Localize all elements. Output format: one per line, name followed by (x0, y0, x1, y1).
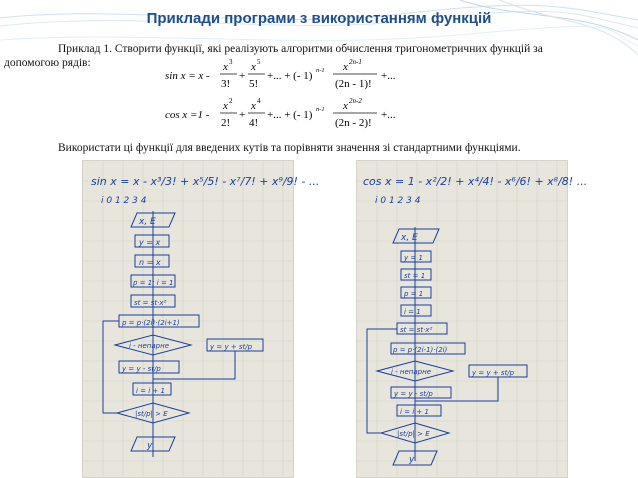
cos-block-condition: i - непарне (391, 368, 431, 376)
cos-t1-den: 2! (221, 117, 231, 129)
sin-block-loop: |st/p| > E (135, 410, 168, 418)
cos-tail: +... (381, 109, 396, 121)
sin-formula (165, 58, 396, 90)
cos-t1-exp: 2 (229, 97, 233, 105)
cos-block-p: p = p·(2i-1)·(2i) (393, 346, 448, 354)
cos-block-add: y = y + st/p (472, 369, 515, 377)
sin-lhs: sin x = x - (165, 70, 210, 82)
example-text-line1: Приклад 1. Створити функції, які реалізують алгоритми обчислення тригонометричних функцій за (58, 43, 543, 55)
sin-block-p-init: p = 1; i = 1 (133, 279, 174, 287)
cos-t2-den: 4! (249, 117, 259, 129)
cos-indices: i 0 1 2 3 4 (375, 196, 421, 206)
sin-series-handwritten: sin x = x - x³/3! + x⁵/5! - x⁷/7! + x⁹/9! - ... (91, 175, 320, 188)
sin-indices: i 0 1 2 3 4 (101, 196, 147, 206)
sin-flowchart-photo (82, 160, 320, 478)
cos-flowchart-photo (356, 160, 588, 478)
sin-t1-num: x (223, 61, 228, 73)
sin-block-output: y (147, 441, 153, 451)
sin-tn-exp: 2n-1 (349, 58, 362, 66)
cos-block-i-init: i = 1 (404, 308, 421, 316)
sin-block-inc: i = i + 1 (136, 387, 165, 395)
sin-mid: +... + (- 1) (267, 70, 313, 82)
sin-tail: +... (381, 70, 396, 82)
sin-tn-num: x (343, 61, 348, 73)
example-text-line2: допомогою рядів: (4, 57, 91, 69)
sin-block-p: p = p·(2i)·(2i+1) (122, 319, 180, 327)
cos-block-sub: y = y - st/p (394, 390, 433, 398)
cos-t2-exp: 4 (257, 97, 261, 105)
cos-flowchart-drawing (357, 161, 588, 477)
formula-svg (163, 58, 423, 138)
slide-title: Приклади програми з використанням функцій (146, 10, 492, 27)
cos-block-st-init: st = 1 (404, 272, 426, 280)
sin-t1-den: 3! (221, 78, 231, 90)
cos-t2-num: x (251, 100, 256, 112)
svg-text:+: + (239, 70, 246, 82)
sin-block-n-init: n = x (139, 258, 161, 267)
cos-series-handwritten: cos x = 1 - x²/2! + x⁴/4! - x⁶/6! + x⁸/8! ... (363, 175, 588, 188)
sin-t2-num: x (251, 61, 256, 73)
sin-t1-exp: 3 (229, 58, 233, 66)
cos-block-inc: i = i + 1 (400, 408, 429, 416)
sin-block-sub: y = y - st/p (122, 365, 161, 373)
cos-block-output: y (409, 455, 415, 465)
cos-tn-den: (2n - 2)! (335, 117, 372, 129)
sin-sign-exp: n-1 (316, 67, 325, 74)
cos-lhs: cos x =1 - (165, 109, 210, 121)
sin-t2-den: 5! (249, 78, 259, 90)
sin-block-y-init: y = x (139, 238, 161, 247)
cos-sign-exp: n-1 (316, 106, 325, 113)
cos-tn-exp: 2n-2 (349, 97, 362, 105)
svg-text:+: + (239, 109, 246, 121)
instruction-text: Використати ці функції для введених кутів та порівняти значення зі стандартними функціями. (58, 142, 521, 154)
cos-mid: +... + (- 1) (267, 109, 313, 121)
sin-tn-den: (2n - 1)! (335, 78, 372, 90)
cos-block-p-init: p = 1 (404, 290, 424, 298)
cos-block-st: st = st·x² (400, 326, 433, 334)
cos-t1-num: x (223, 100, 228, 112)
cos-block-input: x, E (401, 233, 418, 243)
sin-block-condition: i - непарне (129, 342, 169, 350)
sin-block-st: st = st·x² (134, 299, 167, 307)
series-formulas (163, 58, 423, 138)
sin-t2-exp: 5 (257, 58, 261, 66)
sin-block-add: y = y + st/p (210, 343, 253, 351)
cos-tn-num: x (343, 100, 348, 112)
cos-block-y-init: y = 1 (404, 254, 423, 262)
sin-flowchart-drawing (83, 161, 320, 477)
cos-formula (165, 97, 396, 129)
sin-block-input: x, E (139, 217, 156, 227)
cos-block-loop: |st/p| > E (397, 430, 430, 438)
